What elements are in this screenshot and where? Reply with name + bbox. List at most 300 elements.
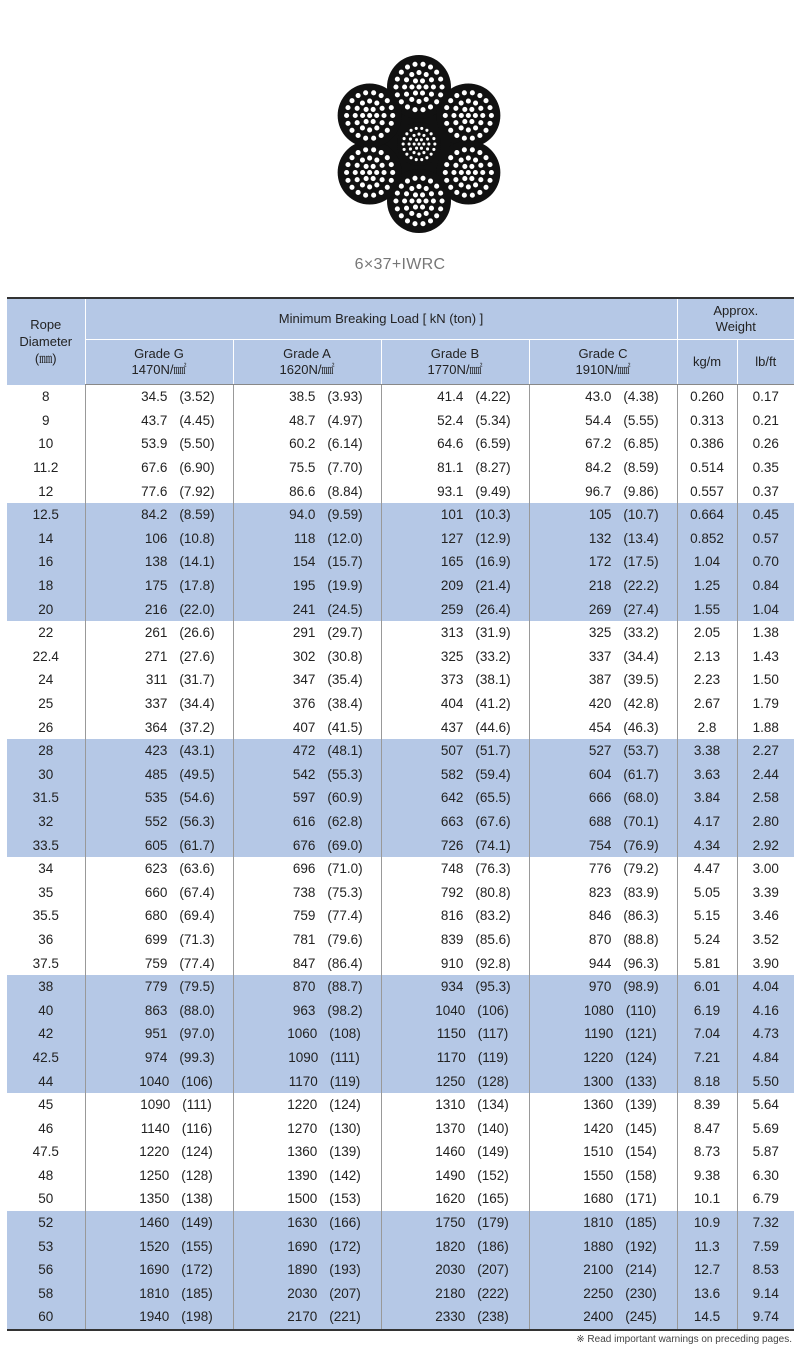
load-ton: (43.1) xyxy=(179,743,215,759)
grade-a-load-cell xyxy=(233,810,381,834)
load-kn: 2330 xyxy=(435,1309,466,1325)
grade-b-load-cell xyxy=(381,597,529,621)
load-kn: 101 xyxy=(440,507,464,523)
load-ton: (12.0) xyxy=(327,530,363,546)
load-ton: (61.7) xyxy=(623,766,659,782)
load-kn: 165 xyxy=(440,554,464,570)
grade-g-load-cell xyxy=(85,1116,233,1140)
load-ton: (9.86) xyxy=(623,483,659,499)
load-kn: 1520 xyxy=(139,1238,170,1254)
load-kn: 1820 xyxy=(435,1238,466,1254)
grade-c-load-cell xyxy=(529,409,677,433)
load-ton: (77.4) xyxy=(179,955,215,971)
load-ton: (27.6) xyxy=(179,648,215,664)
load-ton: (9.49) xyxy=(475,483,511,499)
load-kn: 106 xyxy=(144,530,168,546)
diameter-cell: 48 xyxy=(38,1167,54,1183)
grade-name: Grade B xyxy=(430,346,480,361)
weight-kgm-cell: 0.664 xyxy=(677,503,737,527)
load-kn: 43.7 xyxy=(141,412,168,428)
load-kn: 67.6 xyxy=(141,460,168,476)
weight-lbft-cell: 1.43 xyxy=(737,645,794,669)
load-ton: (15.7) xyxy=(327,554,363,570)
min-breaking-load-header: Minimum Breaking Load [ kN (ton) ] xyxy=(85,298,677,340)
grade-g-load-cell xyxy=(85,1093,233,1117)
load-ton: (42.8) xyxy=(623,696,659,712)
load-ton: (39.5) xyxy=(623,672,659,688)
load-kn: 1680 xyxy=(583,1191,614,1207)
grade-g-load-cell xyxy=(85,1140,233,1164)
weight-kgm-cell: 5.81 xyxy=(677,951,737,975)
table-row xyxy=(7,739,794,763)
weight-lbft-cell: 3.46 xyxy=(737,904,794,928)
load-kn: 241 xyxy=(292,601,316,617)
grade-name: Grade G xyxy=(134,346,184,361)
table-header xyxy=(7,298,794,385)
load-ton: (60.9) xyxy=(327,790,363,806)
diameter-cell: 53 xyxy=(7,1234,85,1258)
load-ton: (55.3) xyxy=(327,766,363,782)
load-kn: 951 xyxy=(144,1026,168,1042)
weight-lbft-cell: 9.74 xyxy=(737,1305,794,1330)
load-ton: (37.2) xyxy=(179,719,215,735)
diameter-cell: 37.5 xyxy=(32,955,59,971)
load-ton: (29.7) xyxy=(327,625,363,641)
load-ton: (59.4) xyxy=(475,766,511,782)
load-kn: 1300 xyxy=(583,1073,614,1089)
grade-b-load-cell xyxy=(381,432,529,456)
grade-c-load-cell xyxy=(529,739,677,763)
weight-kgm-cell: 10.1 xyxy=(677,1187,737,1211)
load-kn: 81.1 xyxy=(437,460,464,476)
grade-a-load-cell xyxy=(233,1282,381,1306)
load-ton: (74.1) xyxy=(475,837,511,853)
grade-c-load-cell xyxy=(529,1282,677,1306)
load-ton: (79.5) xyxy=(179,979,215,995)
load-ton: (128) xyxy=(477,1073,509,1089)
grade-a-header xyxy=(233,340,381,385)
load-ton: (8.59) xyxy=(179,507,215,523)
grade-a-load-cell xyxy=(233,1069,381,1093)
load-ton: (71.3) xyxy=(179,931,215,947)
weight-kgm-cell: 0.514 xyxy=(677,456,737,480)
diameter-cell: 52 xyxy=(7,1211,85,1235)
load-kn: 963 xyxy=(292,1002,316,1018)
load-ton: (238) xyxy=(477,1309,509,1325)
grade-b-load-cell xyxy=(381,1069,529,1093)
grade-g-load-cell xyxy=(85,385,233,409)
load-ton: (4.97) xyxy=(327,412,363,428)
load-ton: (117) xyxy=(477,1026,509,1042)
weight-kgm-cell: 8.39 xyxy=(677,1093,737,1117)
weight-lbft-cell: 2.44 xyxy=(737,763,794,787)
weight-lbft-cell: 7.59 xyxy=(737,1234,794,1258)
weight-lbft-cell: 2.58 xyxy=(737,786,794,810)
grade-a-load-cell xyxy=(233,597,381,621)
grade-a-load-cell xyxy=(233,1116,381,1140)
load-ton: (62.8) xyxy=(327,813,363,829)
kgm-unit-header: kg/m xyxy=(677,340,737,385)
load-kn: 527 xyxy=(588,743,612,759)
grade-b-load-cell xyxy=(381,1234,529,1258)
load-kn: 2400 xyxy=(583,1309,614,1325)
load-kn: 261 xyxy=(144,625,168,641)
load-ton: (53.7) xyxy=(623,743,659,759)
grade-b-load-cell xyxy=(381,1258,529,1282)
load-ton: (207) xyxy=(329,1285,361,1301)
load-kn: 1690 xyxy=(139,1262,170,1278)
load-ton: (142) xyxy=(329,1167,361,1183)
load-ton: (145) xyxy=(625,1120,657,1136)
load-ton: (31.9) xyxy=(475,625,511,641)
load-kn: 67.2 xyxy=(585,436,612,452)
grade-c-load-cell xyxy=(529,692,677,716)
load-ton: (33.2) xyxy=(623,625,659,641)
grade-g-load-cell xyxy=(85,904,233,928)
grade-g-load-cell xyxy=(85,1234,233,1258)
grade-g-load-cell xyxy=(85,527,233,551)
load-ton: (7.70) xyxy=(327,460,363,476)
table-row xyxy=(7,1187,794,1211)
table-row xyxy=(7,1069,794,1093)
rope-diameter-header: Rope Diameter (㎜) xyxy=(7,298,85,385)
load-kn: 1460 xyxy=(139,1215,170,1231)
load-ton: (158) xyxy=(625,1167,657,1183)
weight-kgm-cell: 4.47 xyxy=(677,857,737,881)
load-kn: 680 xyxy=(144,908,168,924)
load-ton: (111) xyxy=(182,1097,212,1113)
load-kn: 863 xyxy=(144,1002,168,1018)
load-ton: (165) xyxy=(477,1191,509,1207)
load-kn: 605 xyxy=(144,837,168,853)
grade-g-load-cell xyxy=(85,1211,233,1235)
weight-lbft-cell: 4.73 xyxy=(737,1022,794,1046)
diameter-cell: 12.5 xyxy=(7,503,85,527)
diameter-cell: 56 xyxy=(7,1258,85,1282)
load-ton: (186) xyxy=(477,1238,509,1254)
load-kn: 535 xyxy=(144,790,168,806)
load-kn: 1270 xyxy=(287,1120,318,1136)
load-kn: 910 xyxy=(440,955,464,971)
grade-b-load-cell xyxy=(381,479,529,503)
load-kn: 846 xyxy=(588,908,612,924)
load-ton: (4.22) xyxy=(475,389,511,405)
grade-c-load-cell xyxy=(529,550,677,574)
diameter-cell: 50 xyxy=(38,1191,54,1207)
diameter-cell: 45 xyxy=(38,1097,54,1113)
grade-g-load-cell xyxy=(85,1282,233,1306)
grade-b-load-cell xyxy=(381,1022,529,1046)
load-ton: (106) xyxy=(181,1073,213,1089)
grade-b-load-cell xyxy=(381,1187,529,1211)
weight-lbft-cell: 4.04 xyxy=(737,975,794,999)
load-kn: 870 xyxy=(588,931,612,947)
load-ton: (30.8) xyxy=(327,648,363,664)
table-row xyxy=(7,810,794,834)
load-kn: 839 xyxy=(440,931,464,947)
grade-c-load-cell xyxy=(529,928,677,952)
table-row xyxy=(7,928,794,952)
grade-c-load-cell xyxy=(529,1116,677,1140)
load-kn: 271 xyxy=(144,648,168,664)
load-kn: 93.1 xyxy=(437,483,464,499)
load-ton: (26.4) xyxy=(475,601,511,617)
load-kn: 1360 xyxy=(287,1144,318,1160)
grade-g-load-cell xyxy=(85,1069,233,1093)
load-kn: 54.4 xyxy=(585,412,612,428)
grade-a-load-cell xyxy=(233,1140,381,1164)
grade-g-load-cell xyxy=(85,456,233,480)
weight-lbft-cell: 3.39 xyxy=(737,880,794,904)
table-row xyxy=(7,645,794,669)
grade-b-load-cell xyxy=(381,385,529,409)
load-ton: (31.7) xyxy=(179,672,215,688)
load-ton: (56.3) xyxy=(179,813,215,829)
diameter-cell: 22 xyxy=(38,625,54,641)
grade-a-load-cell xyxy=(233,904,381,928)
load-kn: 48.7 xyxy=(289,412,316,428)
table-body xyxy=(7,385,794,1330)
load-ton: (49.5) xyxy=(179,766,215,782)
weight-kgm-cell: 2.13 xyxy=(677,645,737,669)
load-kn: 53.9 xyxy=(141,436,168,452)
weight-lbft-cell: 0.45 xyxy=(737,503,794,527)
load-kn: 1810 xyxy=(583,1215,614,1231)
table-row xyxy=(7,385,794,409)
load-kn: 154 xyxy=(292,554,316,570)
grade-a-load-cell xyxy=(233,432,381,456)
load-ton: (133) xyxy=(625,1073,657,1089)
load-kn: 1310 xyxy=(435,1097,466,1113)
load-kn: 623 xyxy=(144,861,168,877)
table-row xyxy=(7,527,794,551)
load-ton: (106) xyxy=(477,1002,509,1018)
table-row xyxy=(7,479,794,503)
weight-kgm-cell: 5.15 xyxy=(677,904,737,928)
load-ton: (22.2) xyxy=(623,578,659,594)
load-ton: (8.84) xyxy=(327,483,363,499)
load-ton: (171) xyxy=(625,1191,657,1207)
load-ton: (121) xyxy=(625,1026,657,1042)
load-kn: 407 xyxy=(292,719,316,735)
grade-g-load-cell xyxy=(85,1187,233,1211)
grade-b-load-cell xyxy=(381,739,529,763)
load-kn: 759 xyxy=(144,955,168,971)
load-kn: 792 xyxy=(440,884,464,900)
grade-c-load-cell xyxy=(529,456,677,480)
grade-c-load-cell xyxy=(529,763,677,787)
weight-lbft-cell: 3.90 xyxy=(737,951,794,975)
weight-kgm-cell: 11.3 xyxy=(677,1234,737,1258)
grade-g-load-cell xyxy=(85,833,233,857)
weight-lbft-cell: 5.50 xyxy=(737,1069,794,1093)
diameter-cell: 34 xyxy=(38,861,54,877)
load-ton: (6.90) xyxy=(179,460,215,476)
diameter-cell: 16 xyxy=(7,550,85,574)
grade-b-load-cell xyxy=(381,1305,529,1330)
grade-a-load-cell xyxy=(233,550,381,574)
diameter-cell: 60 xyxy=(7,1305,85,1330)
weight-lbft-cell: 3.52 xyxy=(737,928,794,952)
load-ton: (70.1) xyxy=(623,813,659,829)
grade-a-load-cell xyxy=(233,998,381,1022)
load-ton: (63.6) xyxy=(179,861,215,877)
grade-c-load-cell xyxy=(529,880,677,904)
grade-c-load-cell xyxy=(529,1258,677,1282)
load-kn: 364 xyxy=(144,719,168,735)
grade-g-load-cell xyxy=(85,928,233,952)
load-kn: 748 xyxy=(440,861,464,877)
weight-lbft-cell: 6.30 xyxy=(737,1164,794,1188)
grade-b-load-cell xyxy=(381,951,529,975)
grade-b-load-cell xyxy=(381,786,529,810)
table-row xyxy=(7,1093,794,1117)
spec-table xyxy=(7,297,794,1331)
load-kn: 420 xyxy=(588,696,612,712)
load-kn: 1750 xyxy=(435,1215,466,1231)
load-ton: (124) xyxy=(329,1097,361,1113)
load-kn: 77.6 xyxy=(141,483,168,499)
grade-b-load-cell xyxy=(381,1211,529,1235)
table-row xyxy=(7,1140,794,1164)
load-ton: (7.92) xyxy=(179,483,215,499)
load-kn: 2170 xyxy=(287,1309,318,1325)
table-row xyxy=(7,715,794,739)
table-row xyxy=(7,1116,794,1140)
load-kn: 218 xyxy=(588,578,612,594)
grade-g-load-cell xyxy=(85,409,233,433)
load-ton: (6.85) xyxy=(623,436,659,452)
load-kn: 84.2 xyxy=(585,460,612,476)
grade-c-load-cell xyxy=(529,1164,677,1188)
load-ton: (124) xyxy=(181,1144,213,1160)
weight-lbft-cell: 0.57 xyxy=(737,527,794,551)
grade-b-load-cell xyxy=(381,880,529,904)
load-ton: (33.2) xyxy=(475,648,511,664)
load-ton: (98.2) xyxy=(327,1002,363,1018)
load-kn: 96.7 xyxy=(585,483,612,499)
weight-lbft-cell: 5.69 xyxy=(737,1116,794,1140)
load-ton: (128) xyxy=(181,1167,213,1183)
diameter-cell: 33.5 xyxy=(7,833,85,857)
weight-kgm-cell: 0.313 xyxy=(677,409,737,433)
load-ton: (130) xyxy=(329,1120,361,1136)
load-kn: 1090 xyxy=(140,1097,171,1113)
load-ton: (22.0) xyxy=(179,601,215,617)
load-ton: (10.7) xyxy=(623,507,659,523)
diameter-cell: 42.5 xyxy=(7,1046,85,1070)
weight-kgm-cell: 0.386 xyxy=(677,432,737,456)
iwrc-core-strand xyxy=(397,122,441,166)
grade-g-load-cell xyxy=(85,479,233,503)
grade-a-load-cell xyxy=(233,1164,381,1188)
table-row xyxy=(7,880,794,904)
diameter-cell: 35 xyxy=(38,884,54,900)
load-kn: 870 xyxy=(292,979,316,995)
table-row xyxy=(7,1305,794,1330)
load-kn: 1170 xyxy=(436,1049,466,1065)
load-kn: 2030 xyxy=(287,1285,318,1301)
weight-lbft-cell: 0.21 xyxy=(737,409,794,433)
load-kn: 105 xyxy=(588,507,612,523)
table-row xyxy=(7,1164,794,1188)
weight-kgm-cell: 8.18 xyxy=(677,1069,737,1093)
grade-g-load-cell xyxy=(85,857,233,881)
grade-b-load-cell xyxy=(381,409,529,433)
load-ton: (5.50) xyxy=(179,436,215,452)
diameter-cell: 10 xyxy=(38,436,54,452)
table-row xyxy=(7,1046,794,1070)
load-kn: 1490 xyxy=(435,1167,466,1183)
diameter-cell: 32 xyxy=(7,810,85,834)
load-kn: 1040 xyxy=(139,1073,170,1089)
grade-g-load-cell xyxy=(85,810,233,834)
load-kn: 75.5 xyxy=(289,460,316,476)
weight-lbft-cell: 3.00 xyxy=(737,857,794,881)
grade-a-load-cell xyxy=(233,1022,381,1046)
load-kn: 1360 xyxy=(583,1097,614,1113)
load-ton: (153) xyxy=(329,1191,361,1207)
grade-g-header xyxy=(85,340,233,385)
load-ton: (17.8) xyxy=(179,578,215,594)
wire-rope-cross-section-illustration xyxy=(334,52,504,236)
diameter-cell: 28 xyxy=(7,739,85,763)
grade-c-load-cell xyxy=(529,385,677,409)
diameter-cell: 8 xyxy=(41,389,50,405)
grade-b-load-cell xyxy=(381,928,529,952)
weight-kgm-cell: 12.7 xyxy=(677,1258,737,1282)
weight-kgm-cell: 5.24 xyxy=(677,928,737,952)
grade-g-load-cell xyxy=(85,1164,233,1188)
grade-b-load-cell xyxy=(381,621,529,645)
load-ton: (108) xyxy=(329,1026,361,1042)
weight-lbft-cell: 7.32 xyxy=(737,1211,794,1235)
grade-a-load-cell xyxy=(233,1093,381,1117)
table-row xyxy=(7,1258,794,1282)
warning-footnote: ※ Read important warnings on preceding pages. xyxy=(576,1334,792,1345)
load-kn: 269 xyxy=(588,601,612,617)
weight-lbft-cell: 9.14 xyxy=(737,1282,794,1306)
load-kn: 642 xyxy=(440,790,464,806)
load-kn: 847 xyxy=(292,955,316,971)
grade-b-load-cell xyxy=(381,1282,529,1306)
load-kn: 387 xyxy=(588,672,612,688)
load-kn: 1460 xyxy=(435,1144,466,1160)
load-ton: (10.8) xyxy=(179,530,215,546)
table-row xyxy=(7,975,794,999)
diameter-cell: 14 xyxy=(7,527,85,551)
grade-b-load-cell xyxy=(381,1093,529,1117)
lbft-unit-header: lb/ft xyxy=(737,340,794,385)
load-ton: (9.59) xyxy=(327,507,363,523)
grade-a-load-cell xyxy=(233,951,381,975)
grade-c-load-cell xyxy=(529,1187,677,1211)
load-kn: 84.2 xyxy=(141,507,168,523)
load-kn: 1500 xyxy=(287,1191,318,1207)
table-row xyxy=(7,668,794,692)
load-ton: (68.0) xyxy=(623,790,659,806)
weight-kgm-cell: 3.84 xyxy=(677,786,737,810)
load-ton: (172) xyxy=(329,1238,361,1254)
load-kn: 970 xyxy=(588,979,612,995)
table-row xyxy=(7,621,794,645)
grade-a-load-cell xyxy=(233,503,381,527)
load-ton: (185) xyxy=(181,1285,213,1301)
load-ton: (124) xyxy=(625,1049,657,1065)
load-ton: (138) xyxy=(181,1191,213,1207)
grade-g-load-cell xyxy=(85,550,233,574)
load-ton: (139) xyxy=(625,1097,657,1113)
